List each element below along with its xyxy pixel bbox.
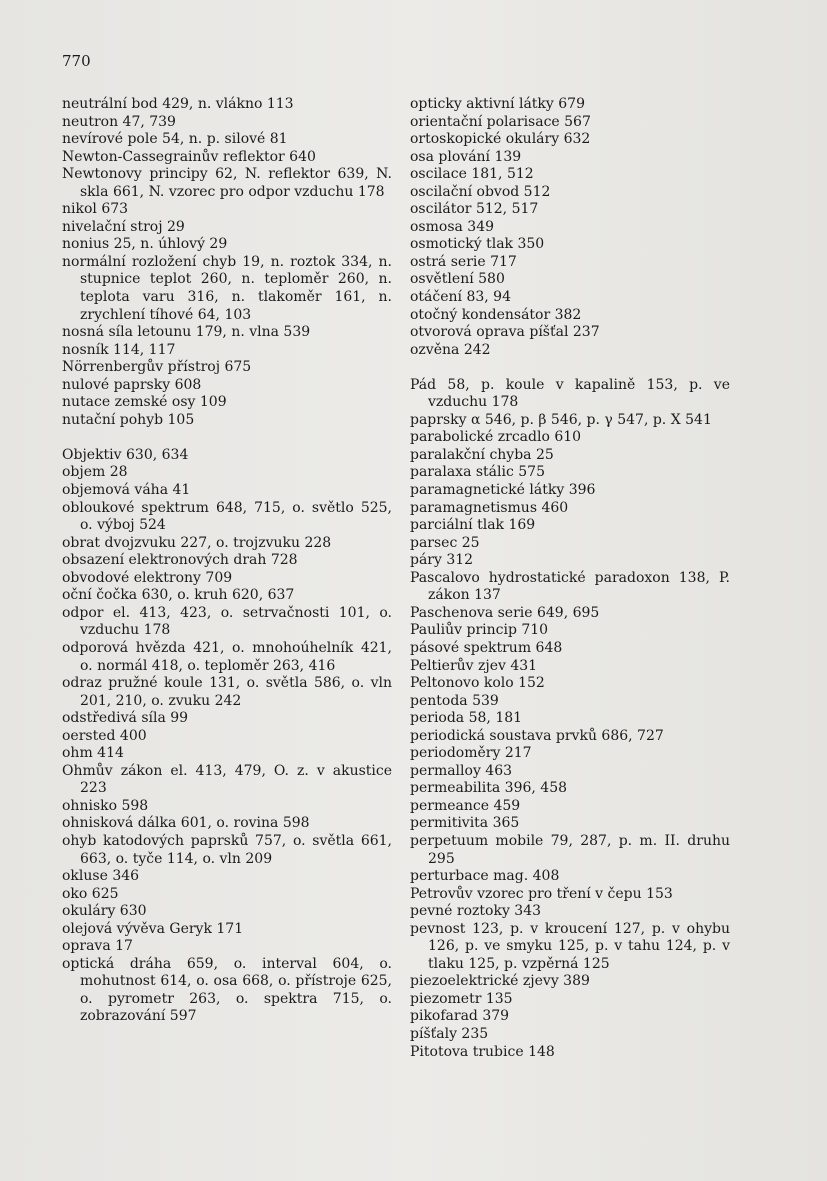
index-entry: oscilace 181, 512: [410, 166, 534, 183]
index-entry: normální rozložení chyb 19, n. roztok 334, n. stupnice teplot 260, n. teploměr 260, n. teplota varu 316, n. tlakoměr 161, n. zrychlení tíhové 64, 103: [62, 253, 392, 323]
index-entry: ostrá serie 717: [410, 253, 517, 270]
index-entry: piezoelektrické zjevy 389: [410, 973, 590, 990]
index-entry: Newtonovy principy 62, N. reflektor 639, N. skla 661, N. vzorec pro odpor vzduchu 178: [62, 166, 392, 200]
index-entry: otočný kondensátor 382: [410, 306, 582, 323]
index-entry: Paschenova serie 649, 695: [410, 604, 600, 621]
index-entry: oersted 400: [62, 727, 147, 744]
index-entry: ozvěna 242: [410, 341, 491, 358]
index-entry: odporová hvězda 421, o. mnohoúhelník 421, o. normál 418, o. teploměr 263, 416: [62, 639, 392, 674]
index-entry: nikol 673: [62, 201, 129, 218]
index-entry: paramagnetické látky 396: [410, 482, 596, 499]
index-entry: oprava 17: [62, 938, 133, 955]
index-entry: Petrovův vzorec pro tření v čepu 153: [410, 885, 673, 902]
index-entry: okuláry 630: [62, 903, 147, 920]
index-entry: opticky aktivní látky 679: [410, 96, 585, 112]
index-entry: ohyb katodových paprsků 757, o. světla 661, 663, o. tyče 114, o. vln 209: [62, 832, 392, 867]
index-entry: oscilační obvod 512: [410, 183, 551, 200]
section-gap: [62, 429, 392, 447]
section-gap: [410, 359, 730, 377]
index-entry: oko 625: [62, 885, 119, 902]
index-entry: permeabilita 396, 458: [410, 780, 568, 797]
index-entry: páry 312: [410, 552, 474, 569]
index-column-right: [410, 96, 730, 1061]
index-entry: nutační pohyb 105: [62, 411, 195, 428]
index-entry: osvětlení 580: [410, 271, 505, 288]
index-entry: obloukové spektrum 648, 715, o. světlo 525, o. výboj 524: [62, 499, 392, 534]
index-entry: obvodové elektrony 709: [62, 569, 233, 586]
index-entry: odpor el. 413, 423, o. setrvačnosti 101, o. vzduchu 178: [62, 604, 392, 639]
index-entry: permalloy 463: [410, 762, 513, 779]
index-entry: nivelační stroj 29: [62, 218, 185, 235]
index-entry: Ohmův zákon el. 413, 479, O. z. v akustice 223: [62, 762, 392, 797]
index-entry: oční čočka 630, o. kruh 620, 637: [62, 587, 295, 604]
index-entry: Newton-Cassegrainův reflektor 640: [62, 148, 316, 165]
index-entry: obrat dvojzvuku 227, o. trojzvuku 228: [62, 534, 332, 551]
index-entry: nonius 25, n. úhlový 29: [62, 236, 228, 253]
index-entry: pikofarad 379: [410, 1008, 510, 1025]
index-entry: permeance 459: [410, 797, 521, 814]
index-entry: nulové paprsky 608: [62, 376, 202, 393]
index-entry: pevné roztoky 343: [410, 903, 542, 920]
index-entry: oscilátor 512, 517: [410, 201, 539, 218]
index-entry: perioda 58, 181: [410, 710, 523, 727]
index-entry: piezometr 135: [410, 990, 513, 1007]
index-entry: otáčení 83, 94: [410, 289, 512, 306]
index-entry: ohnisková dálka 601, o. rovina 598: [62, 815, 310, 832]
index-entry: okluse 346: [62, 868, 140, 885]
index-entry: paralakční chyba 25: [410, 446, 554, 463]
index-entry: osmosa 349: [410, 218, 495, 235]
index-entry: pásové spektrum 648: [410, 639, 563, 656]
index-entry: nevírové pole 54, n. p. silové 81: [62, 131, 288, 148]
index-entry: Objektiv 630, 634: [62, 446, 189, 463]
index-entry: obsazení elektronových drah 728: [62, 552, 298, 569]
index-entry: nosná síla letounu 179, n. vlna 539: [62, 324, 311, 341]
index-entry: osa plování 139: [410, 148, 522, 165]
index-entry: orientační polarisace 567: [410, 113, 591, 130]
index-entry: neutron 47, 739: [62, 113, 176, 130]
index-entry: paprsky α 546, p. β 546, p. γ 547, p. X 541: [410, 411, 712, 428]
index-entry: objem 28: [62, 464, 128, 481]
index-entry: perturbace mag. 408: [410, 868, 560, 885]
index-entry: nosník 114, 117: [62, 341, 176, 358]
index-entry: pentoda 539: [410, 692, 499, 709]
index-entry: perpetuum mobile 79, 287, p. m. II. druhu 295: [410, 832, 730, 867]
index-entry: Pád 58, p. koule v kapalině 153, p. ve vzduchu 178: [410, 376, 730, 411]
index-entry: olejová vývěva Geryk 171: [62, 920, 244, 937]
index-entry: nutace zemské osy 109: [62, 394, 227, 411]
index-entry: paramagnetismus 460: [410, 499, 569, 516]
index-entry: Pauliův princip 710: [410, 622, 549, 639]
index-entry: Nörrenbergův přístroj 675: [62, 359, 252, 376]
index-entry: pevnost 123, p. v kroucení 127, p. v ohybu 126, p. ve smyku 125, p. v tahu 124, p. v tlaku 125, p. vzpěrná 125: [410, 920, 730, 972]
index-entry: parciální tlak 169: [410, 517, 536, 534]
index-entry: ohm 414: [62, 745, 124, 762]
index-entry: permitivita 365: [410, 815, 520, 832]
index-entry: periodoměry 217: [410, 745, 532, 762]
index-entry: Pascalovo hydrostatické paradoxon 138, P. zákon 137: [410, 569, 730, 604]
index-entry: objemová váha 41: [62, 482, 191, 499]
index-column-left: [62, 96, 392, 1026]
index-entry: Pitotova trubice 148: [410, 1043, 555, 1060]
index-entry: otvorová oprava píšťal 237: [410, 324, 600, 341]
index-entry: parabolické zrcadlo 610: [410, 429, 582, 446]
page-number: 770: [62, 52, 91, 70]
index-entry: osmotický tlak 350: [410, 236, 545, 253]
index-entry: píšťaly 235: [410, 1025, 489, 1042]
index-entry: periodická soustava prvků 686, 727: [410, 727, 664, 744]
index-entry: Peltonovo kolo 152: [410, 675, 545, 692]
index-entry: neutrální bod 429, n. vlákno 113: [62, 96, 294, 112]
index-entry: ortoskopické okuláry 632: [410, 131, 591, 148]
index-entry: paralaxa stálic 575: [410, 464, 545, 481]
index-entry: ohnisko 598: [62, 797, 149, 814]
index-entry: odstředivá síla 99: [62, 710, 189, 727]
index-entry: odraz pružné koule 131, o. světla 586, o. vln 201, 210, o. zvuku 242: [62, 675, 392, 709]
index-entry: optická dráha 659, o. interval 604, o. mohutnost 614, o. osa 668, o. přístroje 625, o. pyrometr 263, o. spektra 715, o. zobrazování 597: [62, 955, 392, 1025]
index-entry: parsec 25: [410, 534, 480, 551]
index-entry: Peltierův zjev 431: [410, 657, 538, 674]
